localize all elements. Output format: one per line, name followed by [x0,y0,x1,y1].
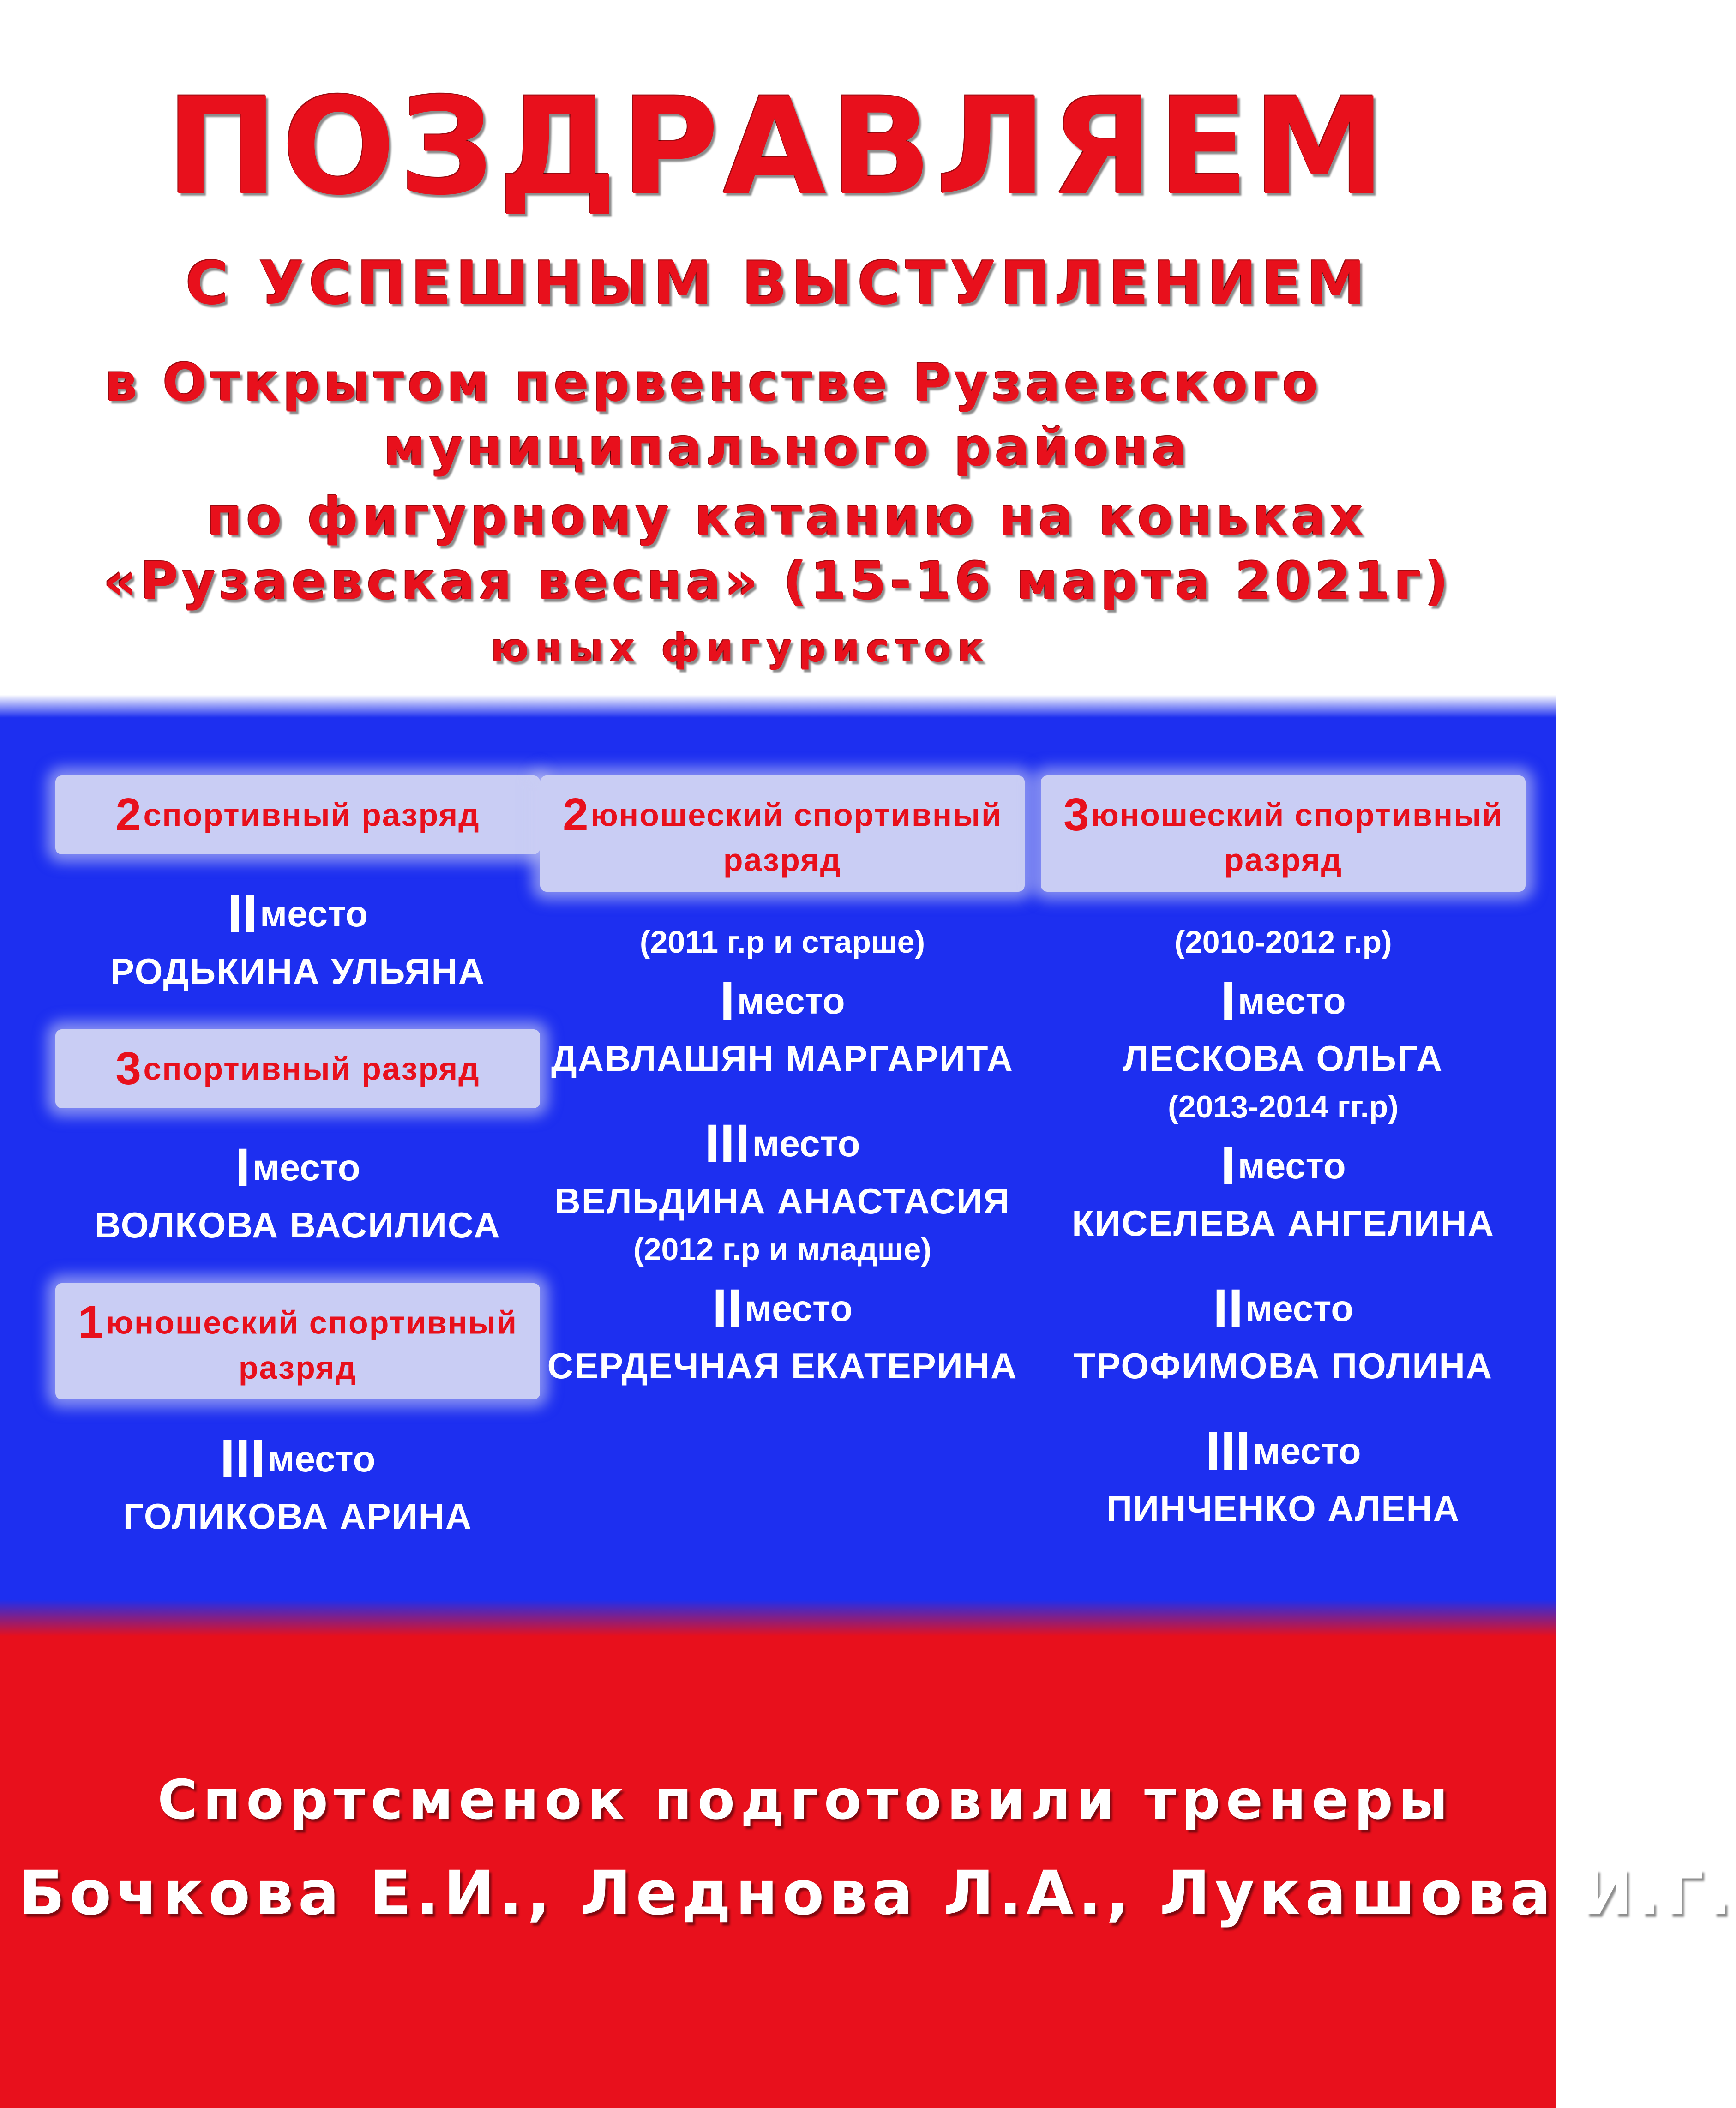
place-word: место [1237,1145,1346,1186]
subtitle-district: муниципального района [383,418,1191,478]
place-number: III [1205,1420,1251,1482]
place-word: место [1245,1287,1354,1329]
category-number: 2 [115,789,141,841]
age-group-note: (2011 г.р и старше) [639,924,925,960]
category-number: 3 [115,1043,141,1094]
athlete-name: ГОЛИКОВА АРИНА [123,1495,473,1537]
place-label [1041,1135,1526,1196]
subtitle-figure-skating: по фигурному катанию на коньках [207,487,1367,547]
place-number: II [1213,1278,1243,1339]
results-column-3 [1041,775,1526,1567]
subtitle-championship: в Открытом первенстве Рузаевского [104,353,1322,413]
category-label [55,1029,540,1108]
coaches-intro: Спортсменок подготовили тренеры [157,1768,1454,1832]
place-label [1041,1420,1526,1482]
place-label [55,1137,540,1198]
category-number: 1 [78,1297,104,1348]
place-number: I [1220,970,1236,1032]
age-group-note: (2013-2014 гг.р) [1168,1089,1399,1124]
place-number: II [712,1278,743,1339]
results-column-1 [55,775,540,1574]
place-number: III [704,1113,750,1174]
place-label [540,970,1025,1032]
category-label [55,775,540,854]
category-label [55,1283,540,1399]
place-label [1041,1278,1526,1339]
coaches-names: Бочкова Е.И., Леднова Л.А., Лукашова И.Г. [18,1858,1736,1929]
category-text: юношеский спортивный разряд [1091,797,1503,878]
athlete-name: ТРОФИМОВА ПОЛИНА [1073,1345,1493,1386]
age-group-note: (2012 г.р и младше) [633,1231,931,1267]
place-word: место [1237,980,1346,1021]
subtitle-event-name: «Рузаевская весна» (15-16 марта 2021г) [103,552,1452,612]
place-label [55,883,540,944]
category-number: 3 [1063,789,1089,841]
subtitle-success: С УСПЕШНЫМ ВЫСТУПЛЕНИЕМ [186,249,1370,318]
athlete-name: РОДЬКИНА УЛЬЯНА [110,951,486,991]
athlete-name: ВОЛКОВА ВАСИЛИСА [95,1205,501,1245]
place-word: место [252,1147,360,1188]
place-label [540,1113,1025,1174]
place-label [540,1278,1025,1339]
athlete-name: КИСЕЛЕВА АНГЕЛИНА [1072,1202,1495,1243]
athlete-name: ДАВЛАШЯН МАРГАРИТА [551,1038,1014,1079]
athlete-name: ВЕЛЬДИНА АНАСТАСИЯ [554,1180,1010,1221]
place-label [55,1428,540,1489]
place-word: место [752,1123,860,1164]
category-label [540,775,1025,892]
place-word: место [744,1287,853,1329]
place-word: место [1253,1430,1361,1471]
subtitle-young-skaters: юных фигуристок [491,625,991,671]
age-group-note: (2010-2012 г.р) [1174,924,1392,960]
place-label [1041,970,1526,1032]
place-word: место [259,893,368,934]
place-number: I [1220,1135,1236,1196]
place-word: место [267,1438,376,1479]
place-number: I [235,1137,251,1198]
category-text: спортивный разряд [143,797,480,833]
category-text: спортивный разряд [143,1051,480,1087]
place-word: место [737,980,845,1021]
athlete-name: ПИНЧЕНКО АЛЕНА [1106,1488,1460,1529]
category-number: 2 [563,789,589,841]
page-title: ПОЗДРАВЛЯЕМ [166,69,1390,225]
place-number: II [227,883,258,944]
results-column-2 [540,775,1025,1424]
place-number: I [720,970,735,1032]
category-text: юношеский спортивный разряд [590,797,1002,878]
category-text: юношеский спортивный разряд [106,1304,517,1386]
category-label [1041,775,1526,892]
athlete-name: СЕРДЕЧНАЯ ЕКАТЕРИНА [547,1345,1018,1386]
place-number: III [220,1428,265,1489]
athlete-name: ЛЕСКОВА ОЛЬГА [1123,1038,1443,1079]
